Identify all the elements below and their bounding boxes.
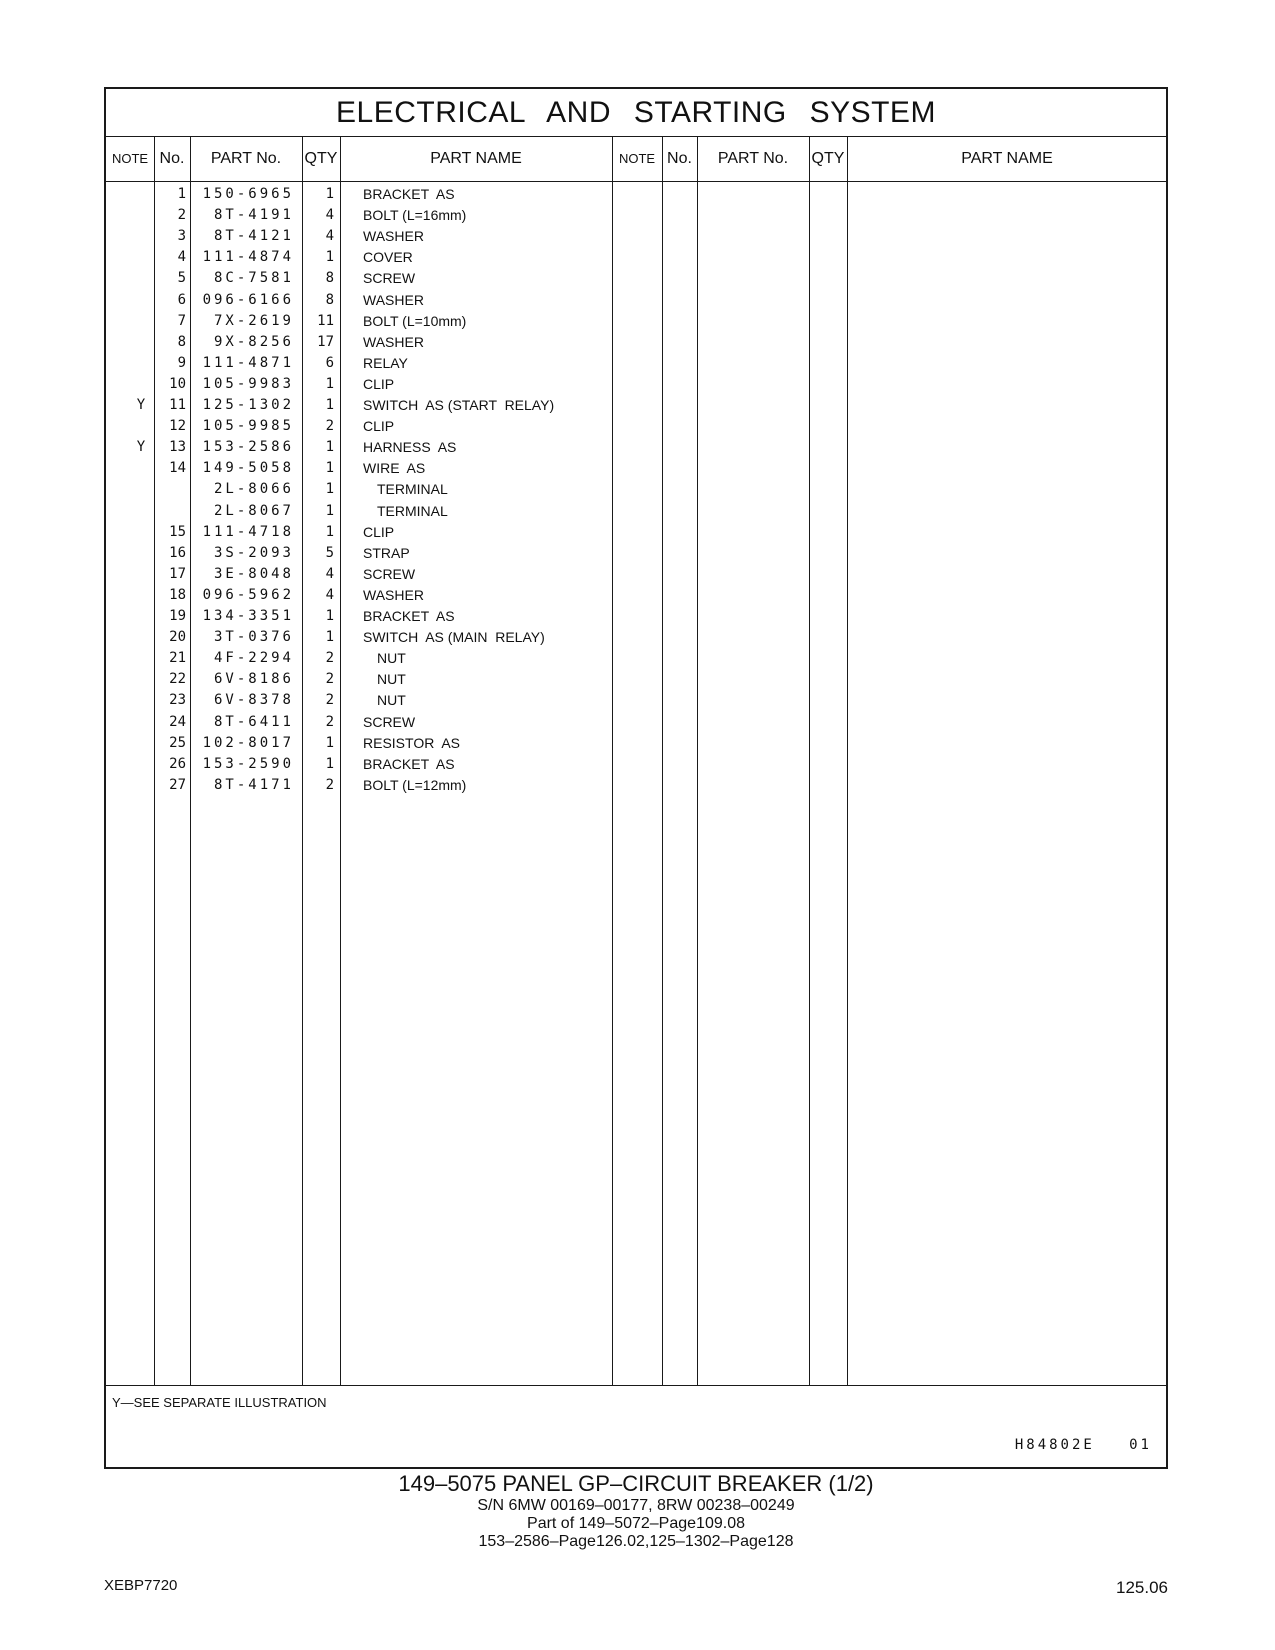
row-quantity: 1 bbox=[325, 481, 334, 498]
row-part-name: TERMINAL bbox=[377, 502, 448, 519]
row-number: 22 bbox=[169, 671, 186, 688]
header-no-right: No. bbox=[667, 150, 692, 167]
row-part-name: BOLT (L=16mm) bbox=[363, 207, 467, 224]
row-quantity: 4 bbox=[325, 207, 334, 224]
row-part-name: BOLT (L=10mm) bbox=[363, 312, 467, 329]
row-number: 20 bbox=[169, 629, 186, 646]
row-quantity: 1 bbox=[325, 375, 334, 392]
row-quantity: 5 bbox=[325, 544, 334, 561]
table-row bbox=[106, 732, 612, 754]
table-row bbox=[106, 457, 612, 479]
row-part-name: RESISTOR AS bbox=[363, 734, 460, 751]
row-number: 17 bbox=[169, 565, 186, 582]
row-number: 1 bbox=[177, 186, 186, 202]
row-quantity: 8 bbox=[325, 291, 334, 308]
row-part-name: STRAP bbox=[363, 544, 410, 561]
row-part-number: 105-9983 bbox=[202, 375, 294, 392]
row-part-name: BRACKET AS bbox=[363, 186, 455, 202]
row-number: 6 bbox=[177, 291, 186, 308]
row-part-number: 149-5058 bbox=[202, 460, 294, 477]
row-quantity: 1 bbox=[325, 608, 334, 624]
row-number: 25 bbox=[169, 734, 186, 751]
row-quantity: 4 bbox=[325, 228, 334, 245]
row-part-number: 8T-4121 bbox=[213, 228, 294, 245]
table-row bbox=[106, 415, 612, 437]
row-number: 10 bbox=[169, 375, 186, 392]
header-part-no-left: PART No. bbox=[210, 150, 282, 167]
row-number: 26 bbox=[169, 755, 186, 772]
row-part-name: WASHER bbox=[363, 586, 424, 603]
row-quantity: 8 bbox=[325, 270, 334, 287]
table-row bbox=[106, 394, 612, 416]
table-row bbox=[106, 373, 612, 395]
table-header bbox=[106, 136, 1166, 182]
row-part-name: CLIP bbox=[363, 375, 395, 392]
row-part-number: 150-6965 bbox=[202, 186, 294, 202]
header-part-no-right: PART No. bbox=[717, 150, 789, 167]
row-part-name: NUT bbox=[377, 692, 406, 709]
row-number: 24 bbox=[169, 713, 186, 730]
row-part-name: WASHER bbox=[363, 333, 424, 350]
row-part-number: 111-4871 bbox=[202, 354, 294, 371]
row-part-name: BOLT (L=12mm) bbox=[363, 776, 467, 793]
table-row bbox=[106, 500, 612, 522]
divider bbox=[697, 136, 698, 1385]
divider bbox=[847, 136, 848, 1385]
row-number: 4 bbox=[177, 249, 186, 266]
parts-list-frame bbox=[104, 87, 1168, 1469]
table-row bbox=[106, 521, 612, 543]
table-row bbox=[106, 542, 612, 564]
page-title: ELECTRICAL AND STARTING SYSTEM bbox=[106, 89, 1166, 137]
row-part-number: 111-4874 bbox=[202, 249, 294, 266]
row-part-number: 096-5962 bbox=[202, 586, 294, 603]
table-row bbox=[106, 626, 612, 648]
table-row bbox=[106, 668, 612, 690]
row-quantity: 1 bbox=[325, 439, 334, 456]
row-part-number: 6V-8186 bbox=[213, 671, 294, 688]
row-quantity: 2 bbox=[325, 418, 334, 435]
row-number: 18 bbox=[169, 586, 186, 603]
row-part-name: BRACKET AS bbox=[363, 608, 455, 624]
row-part-name: SCREW bbox=[363, 565, 416, 582]
caption-title: 149–5075 PANEL GP–CIRCUIT BREAKER (1/2) bbox=[398, 1471, 874, 1496]
table-row bbox=[106, 183, 612, 205]
row-part-number: 2L-8067 bbox=[213, 502, 294, 519]
row-quantity: 1 bbox=[325, 397, 334, 413]
row-part-name: BRACKET AS bbox=[363, 755, 455, 772]
row-part-number: 8T-6411 bbox=[213, 713, 294, 730]
row-part-number: 6V-8378 bbox=[213, 692, 294, 709]
caption-serial: S/N 6MW 00169–00177, 8RW 00238–00249 bbox=[477, 1497, 795, 1514]
table-row bbox=[106, 711, 612, 733]
table-row bbox=[106, 331, 612, 353]
row-quantity: 4 bbox=[325, 565, 334, 582]
row-number: 21 bbox=[169, 650, 186, 667]
divider bbox=[662, 136, 663, 1385]
row-number: 7 bbox=[177, 312, 186, 329]
row-part-number: 153-2590 bbox=[202, 755, 294, 772]
row-part-number: 3E-8048 bbox=[213, 565, 294, 582]
page-number: 125.06 bbox=[1116, 1578, 1168, 1597]
header-qty-right: QTY bbox=[811, 150, 845, 167]
header-note-left: NOTE bbox=[111, 151, 149, 166]
row-number: 9 bbox=[177, 354, 186, 371]
row-part-name: WASHER bbox=[363, 228, 424, 245]
row-number: 27 bbox=[169, 776, 186, 793]
row-number: 15 bbox=[169, 523, 186, 540]
row-number: 23 bbox=[169, 692, 186, 709]
row-quantity: 1 bbox=[325, 502, 334, 519]
row-quantity: 4 bbox=[325, 586, 334, 603]
caption-references: 153–2586–Page126.02,125–1302–Page128 bbox=[478, 1533, 794, 1550]
row-part-name: WIRE AS bbox=[363, 460, 426, 477]
table-row bbox=[106, 289, 612, 311]
row-part-name: SWITCH AS (START RELAY) bbox=[363, 397, 555, 413]
row-quantity: 2 bbox=[325, 713, 334, 730]
row-quantity: 2 bbox=[325, 650, 334, 667]
row-part-name: COVER bbox=[363, 249, 413, 266]
row-part-name: NUT bbox=[377, 650, 406, 667]
row-number: 3 bbox=[177, 228, 186, 245]
row-part-number: 4F-2294 bbox=[213, 650, 294, 667]
header-no-left: No. bbox=[159, 150, 185, 167]
divider bbox=[809, 136, 810, 1385]
row-part-number: 8T-4191 bbox=[213, 207, 294, 224]
row-number: 12 bbox=[169, 418, 186, 435]
illustration-code: H84802E 01 bbox=[1014, 1437, 1152, 1453]
table-row bbox=[106, 204, 612, 226]
row-part-number: 8C-7581 bbox=[213, 270, 294, 287]
header-part-name-left: PART NAME bbox=[430, 150, 522, 167]
row-number: 11 bbox=[169, 397, 186, 413]
table-row bbox=[106, 352, 612, 374]
row-part-name: CLIP bbox=[363, 523, 395, 540]
table-row bbox=[106, 225, 612, 247]
row-number: 5 bbox=[177, 270, 186, 287]
row-part-name: RELAY bbox=[363, 354, 408, 371]
row-quantity: 17 bbox=[317, 333, 334, 350]
row-quantity: 1 bbox=[325, 629, 334, 646]
table-row bbox=[106, 647, 612, 669]
row-part-number: 8T-4171 bbox=[213, 776, 294, 793]
row-part-name: SWITCH AS (MAIN RELAY) bbox=[363, 629, 545, 646]
table-row bbox=[106, 310, 612, 332]
row-part-number: 153-2586 bbox=[202, 439, 294, 456]
row-number: 14 bbox=[169, 460, 186, 477]
row-number: 8 bbox=[177, 333, 186, 350]
row-part-number: 125-1302 bbox=[202, 397, 294, 413]
row-part-name: TERMINAL bbox=[377, 481, 448, 498]
table-row bbox=[106, 774, 612, 796]
table-bottom-rule bbox=[106, 1385, 1166, 1386]
row-part-number: 3S-2093 bbox=[213, 544, 294, 561]
row-number: 2 bbox=[177, 207, 186, 224]
row-quantity: 1 bbox=[325, 523, 334, 540]
row-part-name: WASHER bbox=[363, 291, 424, 308]
row-note: Y bbox=[136, 439, 146, 456]
row-quantity: 1 bbox=[325, 734, 334, 751]
row-quantity: 2 bbox=[325, 776, 334, 793]
row-part-name: CLIP bbox=[363, 418, 395, 435]
table-row bbox=[106, 563, 612, 585]
table-row bbox=[106, 605, 612, 627]
row-part-number: 9X-8256 bbox=[213, 333, 294, 350]
row-quantity: 11 bbox=[317, 312, 334, 329]
row-part-name: SCREW bbox=[363, 713, 416, 730]
table-row bbox=[106, 478, 612, 500]
row-quantity: 1 bbox=[325, 186, 334, 202]
table-row bbox=[106, 753, 612, 775]
row-part-number: 2L-8066 bbox=[213, 481, 294, 498]
table-row bbox=[106, 246, 612, 268]
row-number: 13 bbox=[169, 439, 186, 456]
row-part-name: SCREW bbox=[363, 270, 416, 287]
row-part-name: HARNESS AS bbox=[363, 439, 457, 456]
row-note: Y bbox=[136, 397, 146, 413]
header-part-name-right: PART NAME bbox=[961, 150, 1053, 167]
row-quantity: 6 bbox=[325, 354, 334, 371]
table-row bbox=[106, 584, 612, 606]
row-part-number: 134-3351 bbox=[202, 608, 294, 624]
row-part-number: 105-9985 bbox=[202, 418, 294, 435]
row-quantity: 1 bbox=[325, 249, 334, 266]
row-part-number: 096-6166 bbox=[202, 291, 294, 308]
row-quantity: 1 bbox=[325, 755, 334, 772]
row-quantity: 2 bbox=[325, 671, 334, 688]
header-qty-left: QTY bbox=[304, 150, 338, 167]
row-quantity: 2 bbox=[325, 692, 334, 709]
row-number: 19 bbox=[169, 608, 186, 624]
document-id: XEBP7720 bbox=[104, 1577, 178, 1594]
table-row bbox=[106, 267, 612, 289]
row-quantity: 1 bbox=[325, 460, 334, 477]
row-part-name: NUT bbox=[377, 671, 406, 688]
footnote: Y—SEE SEPARATE ILLUSTRATION bbox=[112, 1395, 327, 1410]
row-part-number: 3T-0376 bbox=[213, 629, 294, 646]
row-part-number: 102-8017 bbox=[202, 734, 294, 751]
row-part-number: 7X-2619 bbox=[213, 312, 294, 329]
table-row bbox=[106, 436, 612, 458]
row-number: 16 bbox=[169, 544, 186, 561]
table-row bbox=[106, 689, 612, 711]
header-note-right: NOTE bbox=[618, 151, 656, 166]
row-part-number: 111-4718 bbox=[202, 523, 294, 540]
caption-part-of: Part of 149–5072–Page109.08 bbox=[527, 1515, 745, 1532]
